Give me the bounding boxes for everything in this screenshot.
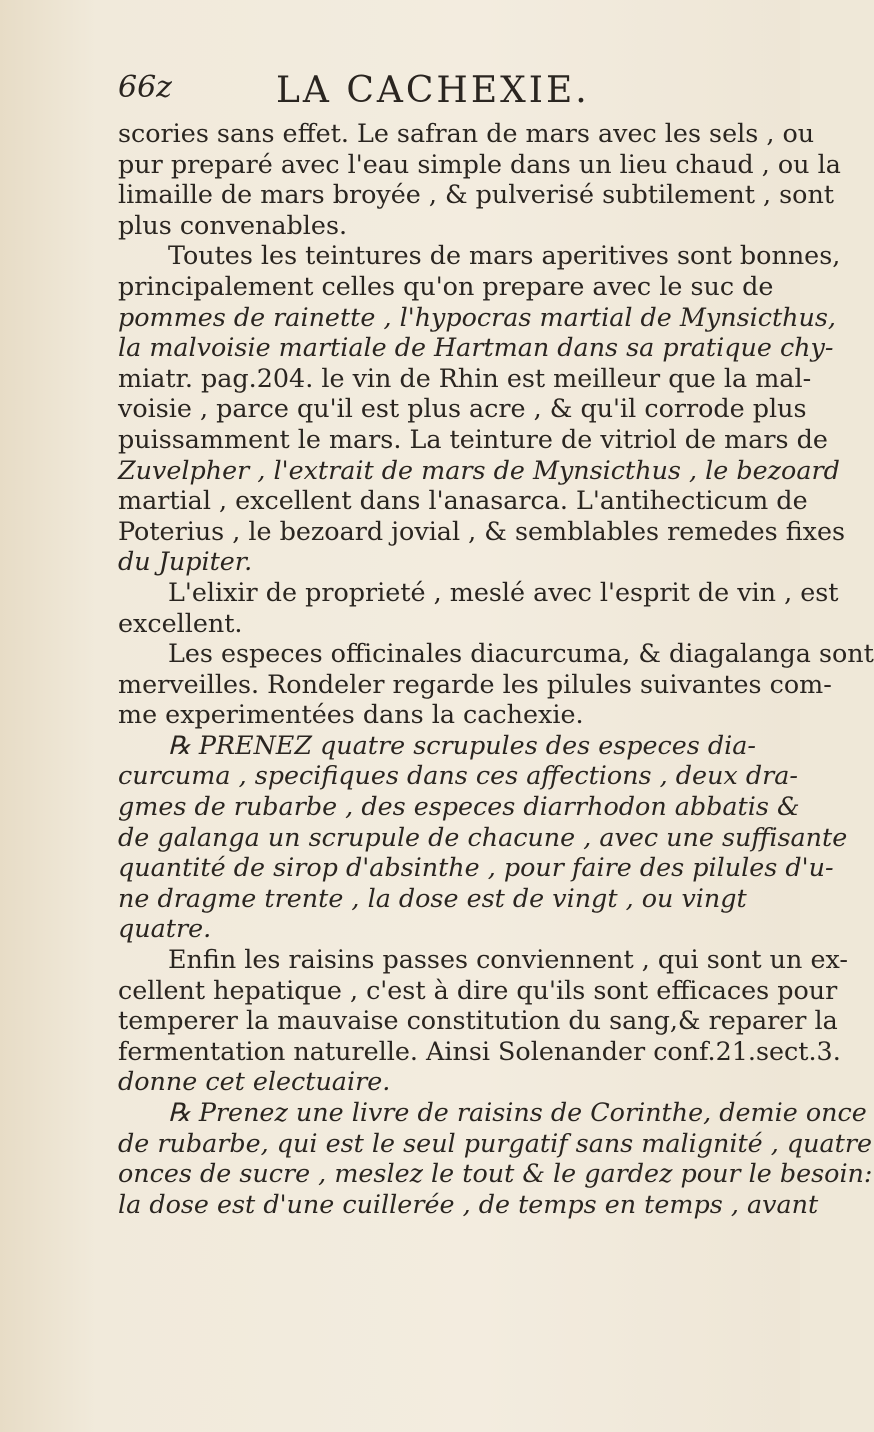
text-line: principalement celles qu'on prepare avec le suc de xyxy=(118,270,774,301)
text-line: L'elixir de proprieté , meslé avec l'esprit de vin , est xyxy=(168,576,839,607)
text-line: de galanga un scrupule de chacune , avec une suffisante xyxy=(118,821,848,852)
text-line: ne dragme trente , la dose est de vingt , ou vingt xyxy=(118,882,747,913)
paragraph-3 xyxy=(118,576,839,638)
text-line: pur preparé avec l'eau simple dans un lieu chaud , ou la xyxy=(118,148,841,179)
text-line: fermentation naturelle. Ainsi Solenander conf.21.sect.3. xyxy=(118,1035,841,1066)
text-line: curcuma , specifiques dans ces affections , deux dra- xyxy=(118,760,798,791)
text-line: gmes de rubarbe , des especes diarrhodon abbatis & xyxy=(118,791,800,822)
text-line: quantité de sirop d'absinthe , pour faire des pilules d'u- xyxy=(118,852,834,883)
text-line: merveilles. Rondeler regarde les pilules suivantes com- xyxy=(118,668,832,699)
text-line: ℞ PRENEZ quatre scrupules des especes dia- xyxy=(168,729,756,760)
text-line: la malvoisie martiale de Hartman dans sa pratique chy- xyxy=(118,332,834,363)
text-line: limaille de mars broyée , & pulverisé subtilement , sont xyxy=(118,179,835,210)
paragraph-2 xyxy=(118,240,846,577)
text-line: onces de sucre , meslez le tout & le gardez pour le besoin: xyxy=(118,1158,873,1189)
text-line: excellent. xyxy=(118,607,243,638)
paragraph-6 xyxy=(118,944,848,1097)
text-line: plus convenables. xyxy=(118,209,348,240)
recipe-1 xyxy=(118,729,848,944)
page-number: 66z xyxy=(118,70,172,105)
text-line: quatre. xyxy=(118,913,212,944)
body-text xyxy=(118,118,874,1219)
text-line: cellent hepatique , c'est à dire qu'ils sont efficaces pour xyxy=(118,974,838,1005)
text-line: Les especes officinales diacurcuma, & diagalanga sont xyxy=(168,638,874,669)
recipe-2 xyxy=(118,1097,873,1219)
text-line: ℞ Prenez une livre de raisins de Corinthe, demie once xyxy=(168,1097,867,1127)
text-line: puissamment le mars. La teinture de vitriol de mars de xyxy=(118,423,828,454)
text-line: me experimentées dans la cachexie. xyxy=(118,699,584,730)
running-title: LA CACHEXIE. xyxy=(276,70,590,111)
paragraph-1 xyxy=(118,118,841,240)
text-line: donne cet electuaire. xyxy=(118,1066,391,1097)
text-line: de rubarbe, qui est le seul purgatif sans malignité , quatre xyxy=(118,1127,873,1158)
text-line: martial , excellent dans l'anasarca. L'antihecticum de xyxy=(118,485,808,516)
text-line: pommes de rainette , l'hypocras martial de Mynsicthus, xyxy=(118,301,836,332)
text-line: Zuvelpher , l'extrait de mars de Mynsicthus , le bezoard xyxy=(118,454,840,485)
text-line: miatr. pag.204. le vin de Rhin est meilleur que la mal- xyxy=(118,362,812,393)
text-line: Poterius , le bezoard jovial , & semblables remedes fixes xyxy=(118,515,846,546)
paragraph-4 xyxy=(118,638,874,730)
text-line: la dose est d'une cuillerée , de temps en temps , avant xyxy=(118,1188,819,1219)
text-line: Toutes les teintures de mars aperitives sont bonnes, xyxy=(168,240,841,271)
text-line: du Jupiter. xyxy=(118,546,253,577)
text-line: Enfin les raisins passes conviennent , qui sont un ex- xyxy=(168,944,848,975)
text-line: temperer la mauvaise constitution du sang,& reparer la xyxy=(118,1005,838,1036)
text-line: voisie , parce qu'il est plus acre , & qu'il corrode plus xyxy=(118,393,807,424)
page-header xyxy=(118,70,798,114)
text-line: scories sans effet. Le safran de mars avec les sels , ou xyxy=(118,118,815,148)
